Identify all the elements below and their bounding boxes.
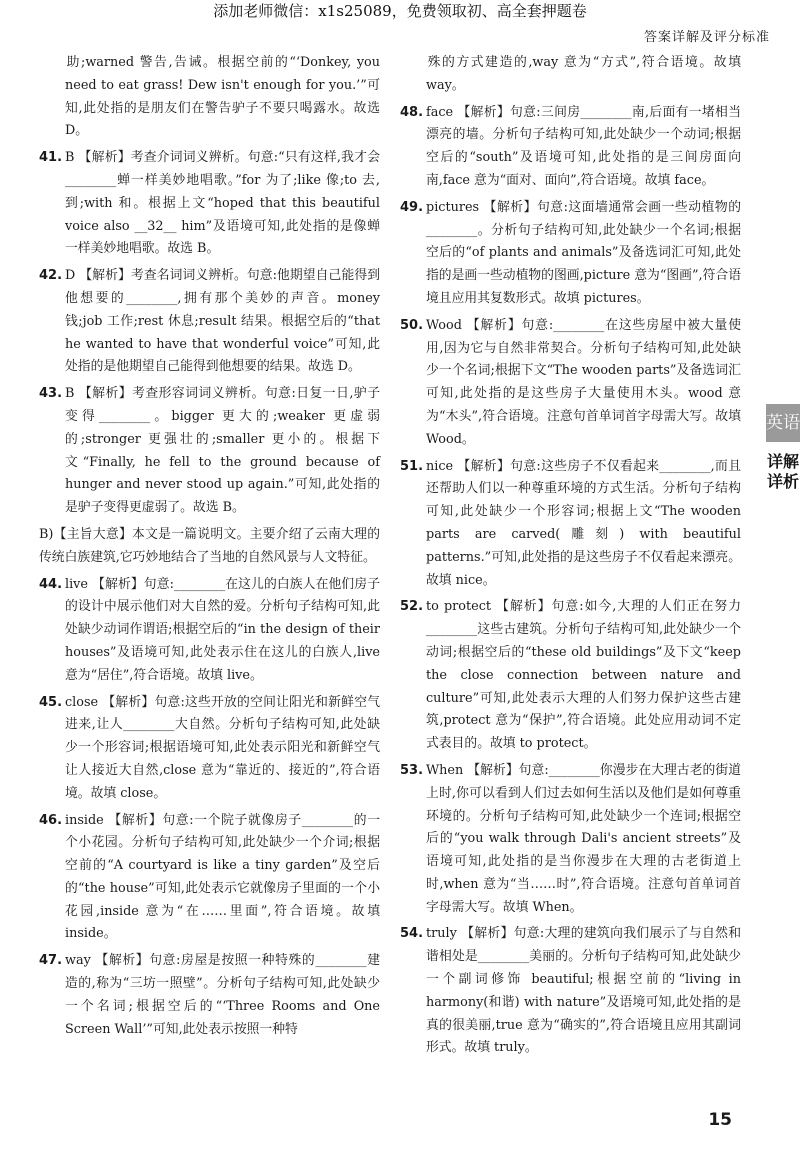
header-tag: 答案详解及评分标准: [643, 30, 770, 45]
answer-item: 44. live 【解析】句意:________在这儿的白族人在他们房子的设计中展示他们对大自然的爱。分析句子结构可知,此处缺少动词作谓语;根据空后的“in the design of their houses”及语境可知,此处表示住在这儿的白族人,live 意为“居住”,符合语境。故填 live。: [39, 576, 380, 683]
answer-item: 54. truly 【解析】句意:大理的建筑向我们展示了与自然和谐相处是________美丽的。分析句子结构可知,此处缺少一个副词修饰 beautiful;根据空前的“living in harmony(和谐) with nature”及语境可知,此处指的是真的很美丽,true 意为“确实的”,符合语境且应用其副词形式。故填 truly。: [400, 926, 741, 1056]
answer-item: 52. to protect 【解析】句意:如今,大理的人们正在努力________这些古建筑。分析句子结构可知,此处缺少一个动词;根据空后的“these old buildings”及下文“keep the close connection between nature and culture”可知,此处表示大理的人们努力保护这些古建筑,protect 意为“保护”,符合语境。此处应用动词不定式表目的。故填 to protect。: [400, 599, 741, 752]
answer-item: 46. inside 【解析】句意:一个院子就像房子________的一个小花园。分析句子结构可知,此处缺少一个介词;根据空前的“A courtyard is like a tiny garden”及空后的“the house”可知,此处表示它就像房子里面的一个小花园,inside 意为“在……里面”,符合语境。故填 inside。: [39, 812, 380, 942]
left-column: [39, 52, 380, 1045]
answer-item: 殊的方式建造的,way 意为“方式”,符合语境。故填 way。: [426, 55, 741, 93]
answer-item: 47. way 【解析】句意:房屋是按照一种特殊的________建造的,称为“三坊一照壁”。分析句子结构可知,此处缺少一个名词;根据空后的“‘Three Rooms and One Screen Wall’”可知,此处表示按照一种特: [39, 953, 380, 1037]
answer-item: 45. close 【解析】句意:这些开放的空间让阳光和新鲜空气进来,让人________大自然。分析句子结构可知,此处缺少一个形容词;根据语境可知,此处表示阳光和新鲜空气让人接近大自然,close 意为“靠近的、接近的”,符合语境。故填 close。: [39, 694, 380, 801]
answer-item: 48. face 【解析】句意:三间房________南,后面有一堵相当漂亮的墙。分析句子结构可知,此处缺少一个动词;根据空后的“south”及语境可知,此处指的是三间房面向南,face 意为“面对、面向”,符合语境。故填 face。: [400, 104, 741, 188]
answer-item: 50. Wood 【解析】句意:________在这些房屋中被大量使用,因为它与自然非常契合。分析句子结构可知,此处缺少一个名词;根据下文“The wooden parts”及备选词汇可知,此处指的是这些房子大量使用木头。wood 意为“木头”,符合语境。注意句首单词首字母需大写。故填 Wood。: [400, 317, 741, 447]
subject-tab: 英语: [766, 404, 800, 442]
section-summary: B)【主旨大意】本文是一篇说明文。主要介绍了云南大理的传统白族建筑,它巧妙地结合了当地的自然风景与人文特征。: [39, 526, 380, 565]
side-tab: [766, 404, 800, 502]
answer-item: 51. nice 【解析】句意:这些房子不仅看起来________,而且还帮助人们以一种尊重环境的方式生活。分析句子结构可知,此处缺少一个形容词;根据上文“The wooden parts are carved(雕刻) with beautiful patterns.”可知,此处指的是这些房子不仅看起来漂亮。故填 nice。: [400, 458, 741, 588]
answer-item: 49. pictures 【解析】句意:这面墙通常会画一些动植物的________。分析句子结构可知,此处缺少一个名词;根据空后的“of plants and animals”及备选词汇可知,此处指的是画一些动植物的图画,picture 意为“图画”,符合语境且应用其复数形式。故填 pictures。: [400, 199, 741, 306]
page-number: 15: [708, 1110, 732, 1130]
answer-item: 42. D 【解析】考查名词词义辨析。句意:他期望自己能得到他想要的________,拥有那个美妙的声音。money 钱;job 工作;rest 休息;result 结果。根据空后的“that he wanted to have that wonderful voice”可知,此处指的是他期望自己能得到他想要的结果。故选 D。: [39, 268, 380, 375]
answer-item: 43. B 【解析】考查形容词词义辨析。句意:日复一日,驴子变得________。bigger 更大的;weaker 更虚弱的;stronger 更强壮的;smaller 更小的。根据下文“Finally, he fell to the ground because of hunger and never stood up again.”可知,此处指的是驴子变得更虚弱了。故选 B。: [39, 386, 380, 516]
answer-item: 41. B 【解析】考查介词词义辨析。句意:“只有这样,我才会________蝉一样美妙地唱歌。”for 为了;like 像;to 去,到;with 和。根据上文“hoped that this beautiful voice also __32__ him”及语境可知,此处指的是像蝉一样美妙地唱歌。故选 B。: [39, 150, 380, 257]
right-column: [400, 52, 741, 1064]
answer-item: 53. When 【解析】句意:________你漫步在大理古老的街道上时,你可以看到人们过去如何生活以及他们是如何尊重环境的。分析句子结构可知,此处缺少一个连词;根据空后的“you walk through Dali's ancient streets”及语境可知,此处指的是当你漫步在大理的古老街道上时,when 意为“当……时”,符合语境。注意句首单词首字母需大写。故填 When。: [400, 762, 741, 915]
answer-item: 助;warned 警告,告诫。根据空前的“‘Donkey, you need to eat grass! Dew isn't enough for you.’”可知,此处指的是朋友们在警告驴子不要只喝露水。故选 D。: [65, 55, 380, 139]
top-banner: 添加老师微信：x1s25089，免费领取初、高全套押题卷: [213, 2, 587, 20]
section-label: 详解详析: [766, 452, 799, 491]
